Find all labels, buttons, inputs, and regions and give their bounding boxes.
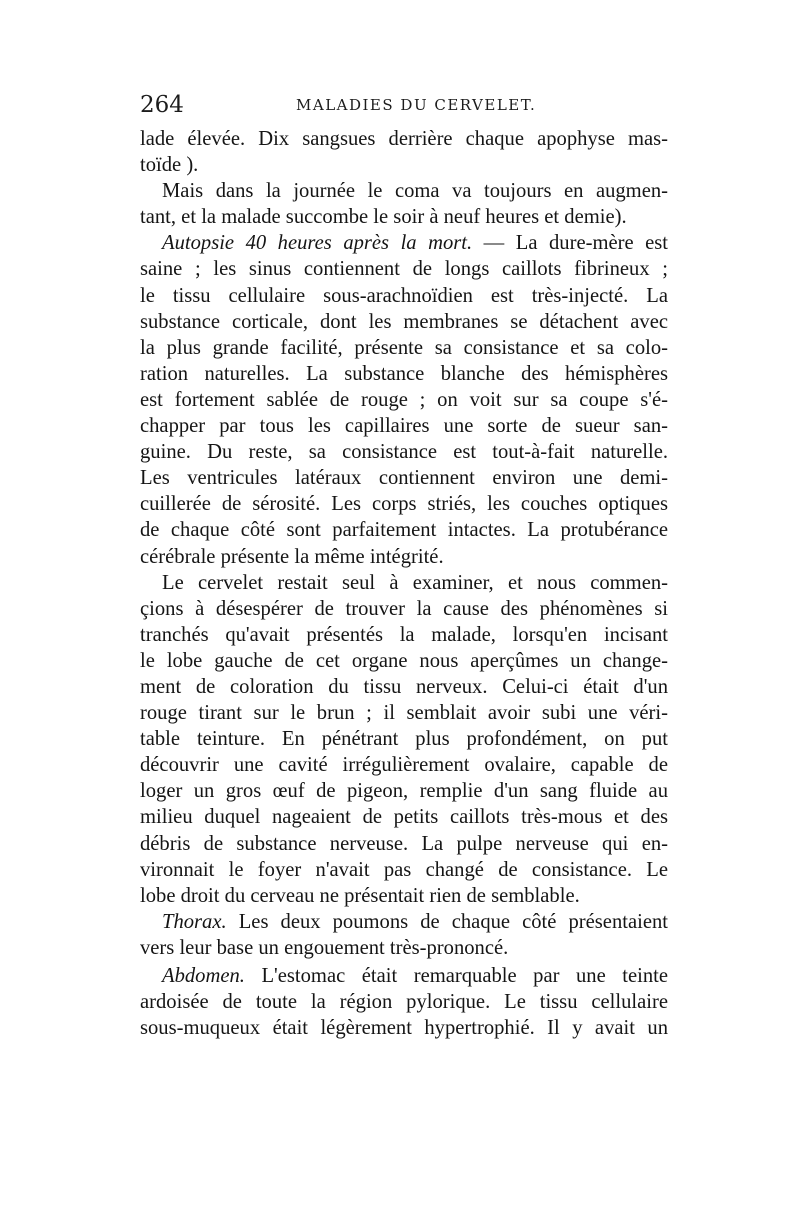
text-line: ration naturelles. La substance blanche des hémisphères: [140, 362, 668, 385]
text-line: débris de substance nerveuse. La pulpe nerveuse qui en-: [140, 832, 668, 855]
text-line: chapper par tous les capillaires une sorte de sueur san-: [140, 415, 668, 438]
text-line: découvrir une cavité irrégulièrement ovalaire, capable de: [140, 754, 668, 777]
text-line: le lobe gauche de cet organe nous aperçûmes un change-: [140, 649, 668, 672]
text-line: çions à désespérer de trouver la cause des phénomènes si: [140, 597, 668, 620]
text-line: tant, et la malade succombe le soir à neuf heures et demie).: [140, 206, 627, 229]
section-heading-autopsie: Autopsie 40 heures après la mort.: [162, 232, 473, 255]
text-line: [140, 963, 668, 989]
text-line: saine ; les sinus contiennent de longs caillots fibrineux ;: [140, 258, 668, 281]
text-line: ment de coloration du tissu nerveux. Celui-ci était d'un: [140, 675, 668, 698]
text-line: [140, 909, 668, 935]
text-run: L'estomac était remarquable par une teinte: [244, 965, 668, 987]
running-title: MALADIES DU CERVELET.: [296, 96, 537, 114]
text-line: est fortement sablée de rouge ; on voit sur sa coupe s'é-: [140, 388, 668, 411]
paragraph-abdomen: [140, 963, 668, 1041]
text-line: lade élevée. Dix sangsues derrière chaque apophyse mas-: [140, 128, 668, 150]
text-line: loger un gros œuf de pigeon, remplie d'un sang fluide au: [140, 780, 668, 803]
text-line: de chaque côté sont parfaitement intactes. La protubérance: [140, 519, 668, 542]
text-line: toïde ).: [140, 154, 199, 177]
text-run: — La dure-mère est: [472, 232, 668, 255]
section-heading-abdomen: Abdomen.: [162, 965, 245, 987]
text-line: vers leur base un engouement très-prononcé.: [140, 936, 509, 959]
running-head: [140, 89, 680, 121]
text-line: vironnait le foyer n'avait pas changé de consistance. Le: [140, 858, 668, 881]
text-line: la plus grande facilité, présente sa consistance et sa colo-: [140, 336, 668, 359]
text-line: cérébrale présente la même intégrité.: [140, 545, 444, 568]
text-run: Les deux poumons de chaque côté présentaient: [226, 910, 668, 933]
text-line: table teinture. En pénétrant plus profondément, on put: [140, 728, 668, 751]
text-line: Le cervelet restait seul à examiner, et nous commen-: [162, 571, 668, 594]
paragraph: [140, 126, 668, 178]
text-line: milieu duquel nageaient de petits caillots très-mous et des: [140, 806, 668, 829]
paragraph: [140, 178, 668, 230]
text-line: lobe droit du cerveau ne présentait rien de semblable.: [140, 884, 580, 907]
text-line: rouge tirant sur le brun ; il semblait avoir subi une véri-: [140, 702, 668, 725]
text-line: sous-muqueux était légèrement hypertrophié. Il y avait un: [140, 1017, 668, 1040]
paragraph-autopsie: [140, 230, 668, 569]
text-line: substance corticale, dont les membranes se détachent avec: [140, 310, 668, 333]
text-line: ardoisée de toute la région pylorique. Le tissu cellulaire: [140, 991, 668, 1014]
section-heading-thorax: Thorax.: [162, 910, 227, 933]
text-line: le tissu cellulaire sous-arachnoïdien est très-injecté. La: [140, 284, 668, 307]
paragraph-thorax: [140, 909, 668, 961]
body-text: [140, 126, 668, 1041]
text-line: tranchés qu'avait présentés la malade, lorsqu'en incisant: [140, 623, 668, 646]
text-line: guine. Du reste, sa consistance est tout-à-fait naturelle.: [140, 441, 668, 464]
text-line: Mais dans la journée le coma va toujours en augmen-: [162, 180, 668, 203]
text-line: Les ventricules latéraux contiennent environ une demi-: [140, 467, 668, 490]
text-line: [140, 230, 668, 256]
paragraph: [140, 570, 668, 909]
text-line: cuillerée de sérosité. Les corps striés, les couches optiques: [140, 493, 668, 516]
page-number: 264: [140, 92, 184, 118]
